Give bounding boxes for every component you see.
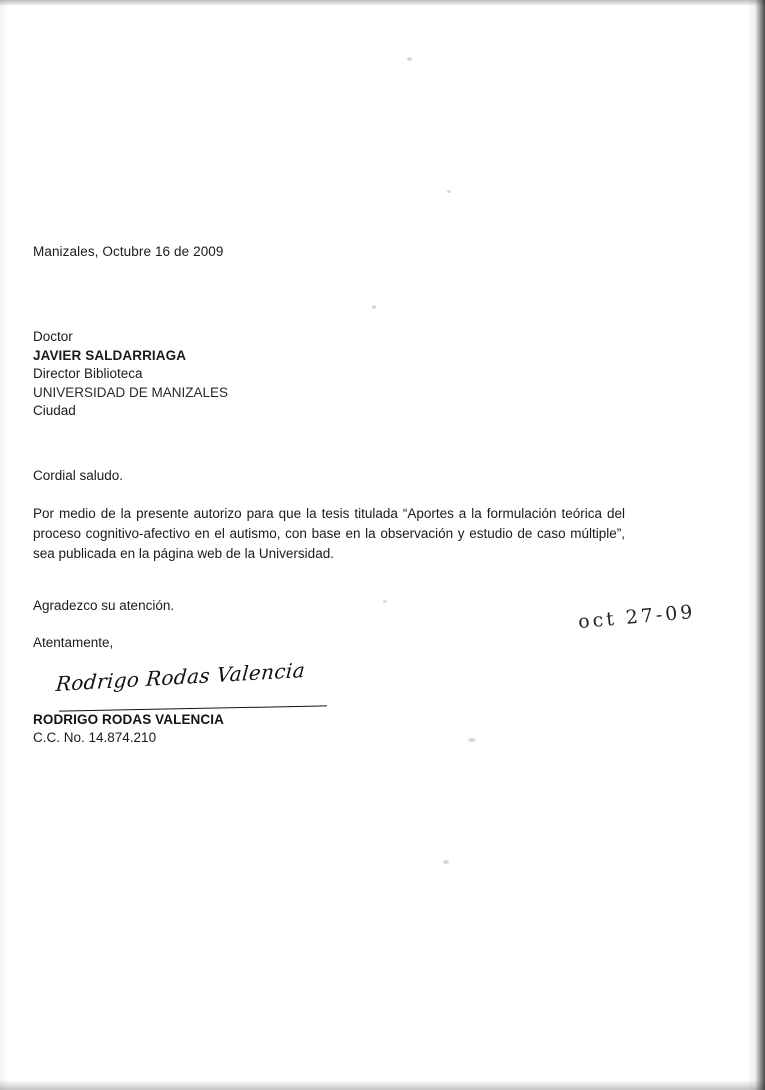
letter-greeting: Cordial saludo. — [33, 468, 124, 483]
scan-edge-left — [0, 0, 8, 1090]
addressee-organization: UNIVERSIDAD DE MANIZALES — [33, 384, 229, 400]
scan-edge-right — [747, 0, 765, 1090]
addressee-name: JAVIER SALDARRIAGA — [33, 347, 187, 363]
scan-speck — [447, 190, 451, 193]
scan-speck — [383, 600, 387, 603]
addressee-title: Doctor — [33, 329, 73, 344]
handwritten-date-annotation: oct 27-09 — [577, 600, 697, 634]
scan-speck — [372, 305, 376, 309]
handwritten-signature: Rodrigo Rodas Valencia — [55, 657, 307, 696]
letter-body-paragraph: Por medio de la presente autorizo para que la tesis titulada “Aportes a la formulación teórica del proceso cognitivo-afectivo en el autismo, con base en la observación y estudio de caso múltiple”, sea publicada en la página web de la Universidad. — [33, 506, 625, 561]
signature-block — [33, 657, 363, 745]
addressee-block — [33, 328, 228, 421]
scan-speck — [443, 860, 449, 864]
signature-underline — [59, 705, 327, 711]
signer-id-number: C.C. No. 14.874.210 — [33, 730, 157, 745]
scan-speck — [407, 57, 412, 61]
addressee-role: Director Biblioteca — [33, 366, 143, 382]
scan-edge-top — [0, 0, 765, 6]
scan-edge-bottom — [0, 1080, 765, 1090]
letter-date: Manizales, Octubre 16 de 2009 — [33, 244, 224, 259]
letter-closing: Atentamente, — [33, 635, 114, 650]
scan-speck — [468, 738, 476, 742]
signer-printed-name: RODRIGO RODAS VALENCIA — [33, 712, 224, 727]
addressee-city: Ciudad — [33, 403, 76, 419]
letter-thanks: Agradezco su atención. — [33, 598, 175, 613]
